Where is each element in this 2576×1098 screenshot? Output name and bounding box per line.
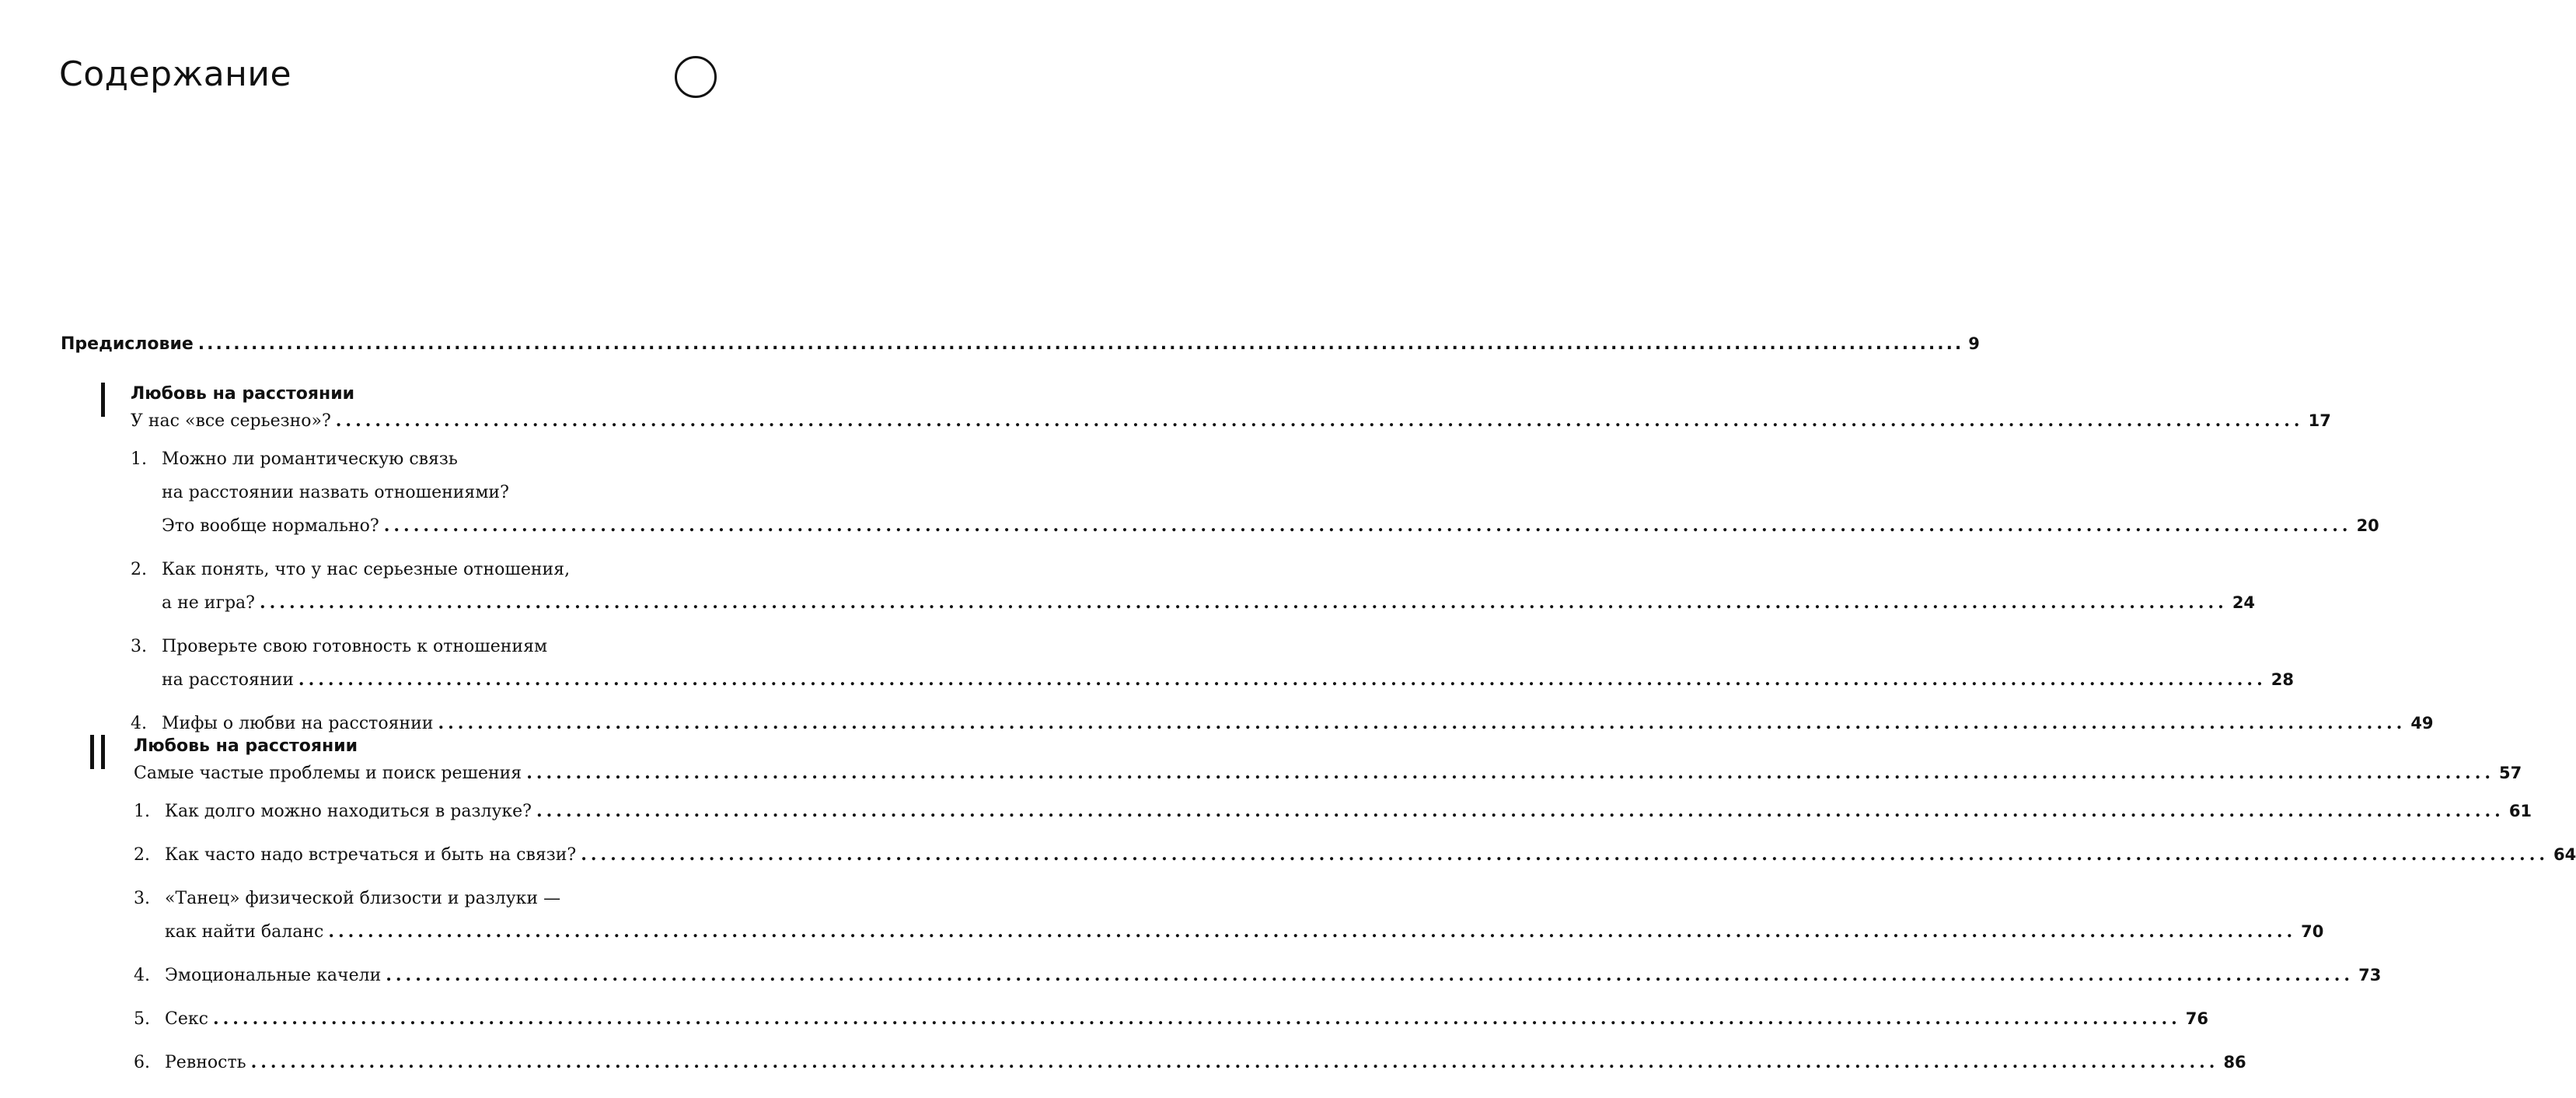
toc-item[interactable] — [134, 838, 2576, 872]
page-number: 24 — [2232, 593, 2256, 612]
page-number: 57 — [2499, 764, 2522, 782]
item-number: 1. — [134, 802, 150, 821]
item-body — [162, 630, 2294, 697]
page-number: 86 — [2223, 1053, 2246, 1072]
item-title-text: а не игра? — [162, 593, 255, 613]
toc-item[interactable] — [134, 882, 2324, 949]
toc-entry-part-subtitle[interactable] — [134, 760, 2522, 787]
page-number: 17 — [2308, 411, 2331, 430]
dot-leader: ........................................................................................................................................................................................................ — [250, 1052, 2219, 1072]
toc-item[interactable] — [134, 1002, 2209, 1036]
item-number: 1. — [131, 449, 147, 469]
item-number: 2. — [134, 845, 150, 865]
dot-leader: ........................................................................................................................................................................................................ — [212, 1009, 2181, 1029]
item-number: 6. — [134, 1053, 150, 1072]
page-number: 76 — [2185, 1009, 2209, 1028]
dot-leader: ........................................................................................................................................................................................................ — [581, 844, 2550, 865]
item-number: 5. — [134, 1009, 150, 1029]
page-number: 73 — [2358, 966, 2382, 984]
item-last-line — [165, 1046, 2246, 1079]
item-body — [165, 1002, 2208, 1036]
toc-items — [134, 795, 2576, 1079]
toc-entry-preface[interactable] — [61, 334, 1980, 354]
item-body — [165, 882, 2323, 949]
dot-leader: ........................................................................................................................................................................................................ — [298, 670, 2267, 690]
dot-leader: ........................................................................................................................................................................................................ — [438, 713, 2407, 733]
page-number: 9 — [1968, 334, 1980, 353]
item-number: 3. — [131, 637, 147, 656]
item-body — [162, 553, 2255, 620]
toc-item[interactable] — [134, 1046, 2246, 1079]
item-title-line: на расстоянии назвать отношениями? — [162, 483, 509, 502]
item-title-text: Как долго можно находиться в разлуке? — [165, 802, 532, 821]
item-body — [165, 838, 2576, 872]
dot-leader: ........................................................................................................................................................................................................ — [526, 763, 2495, 783]
item-number: 4. — [134, 966, 150, 985]
item-title-line: Как понять, что у нас серьезные отношения, — [162, 560, 571, 579]
preface-label: Предисловие — [61, 334, 194, 354]
part-heading: Любовь на расстоянии — [134, 736, 358, 756]
dot-leader: ........................................................................................................................................................................................................ — [335, 411, 2304, 431]
item-title-text: Эмоциональные качели — [165, 966, 382, 985]
item-number: 4. — [131, 714, 147, 733]
item-title-text: как найти баланс — [165, 922, 324, 942]
part-subtitle-text: У нас «все серьезно»? — [131, 411, 331, 431]
part-1-section — [131, 381, 2434, 750]
item-last-line — [165, 959, 2381, 992]
toc-item[interactable] — [131, 630, 2294, 697]
item-title-text: на расстоянии — [162, 670, 294, 690]
page-number: 28 — [2271, 670, 2294, 689]
dot-leader: ........................................................................................................................................................................................................ — [536, 801, 2504, 821]
circle-icon — [675, 56, 717, 98]
toc-item[interactable] — [134, 795, 2532, 828]
item-last-line — [162, 509, 2379, 543]
item-last-line — [165, 838, 2576, 872]
toc-item[interactable] — [134, 959, 2382, 992]
item-title-text: Это вообще нормально? — [162, 516, 379, 536]
item-last-line — [165, 1002, 2208, 1036]
page-title: Содержание — [59, 54, 292, 94]
page-number: 64 — [2553, 845, 2576, 864]
item-last-line — [162, 663, 2294, 697]
dot-leader: ........................................................................................................................................................................................................ — [328, 921, 2297, 942]
part-heading: Любовь на расстоянии — [131, 384, 355, 404]
item-last-line — [165, 915, 2323, 949]
page-number: 61 — [2508, 802, 2532, 820]
item-body — [165, 795, 2532, 828]
item-last-line — [162, 586, 2255, 620]
item-title-line: Можно ли романтическую связь — [162, 449, 458, 469]
item-last-line — [165, 795, 2532, 828]
item-body — [165, 959, 2381, 992]
dot-leader: ........................................................................................................................................................................................................ — [383, 516, 2352, 536]
item-title-text: Как часто надо встречаться и быть на связи? — [165, 845, 577, 865]
item-body — [162, 442, 2379, 543]
dot-leader: ........................................................................................................................................................................................................ — [386, 965, 2354, 985]
part-subtitle-text: Самые частые проблемы и поиск решения — [134, 764, 522, 783]
part-2-section — [134, 733, 2576, 1089]
page-number: 49 — [2410, 714, 2434, 733]
dot-leader: ........................................................................................................................................................................................................ — [259, 593, 2228, 613]
item-title-text: Секс — [165, 1009, 208, 1029]
item-number: 3. — [134, 889, 150, 908]
page-number: 70 — [2301, 922, 2324, 941]
toc-item[interactable] — [131, 553, 2256, 620]
item-title-line: Проверьте свою готовность к отношениям — [162, 637, 548, 656]
item-title-text: Мифы о любви на расстоянии — [162, 714, 434, 733]
toc-item[interactable] — [131, 442, 2379, 543]
item-title-text: Ревность — [165, 1053, 246, 1072]
page-number: 20 — [2356, 516, 2379, 535]
item-body — [165, 1046, 2246, 1079]
item-title-line: «Танец» физической близости и разлуки — — [165, 889, 561, 908]
item-number: 2. — [131, 560, 147, 579]
toc-items — [131, 442, 2434, 740]
toc-entry-part-subtitle[interactable] — [131, 407, 2331, 435]
dot-leader: ........................................................................................................................................................................................................ — [197, 334, 1964, 354]
